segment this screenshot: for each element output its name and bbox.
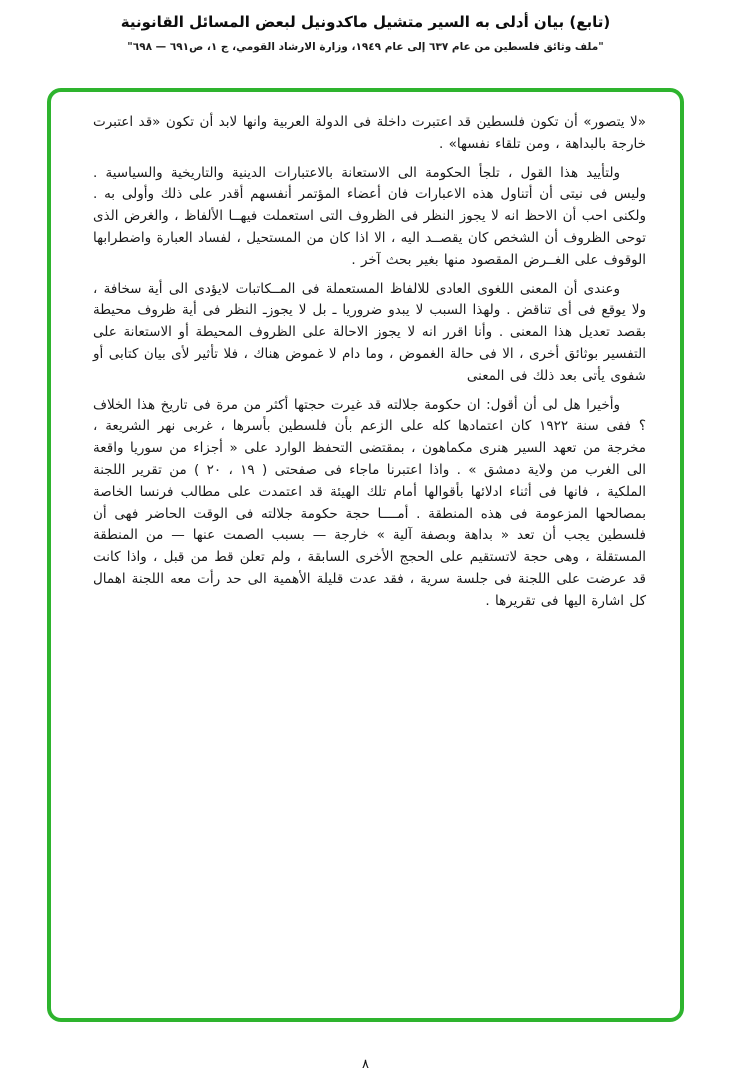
paragraph-2: ولتأييد هذا القول ، تلجأ الحكومة الى الاستعانة بالاعتبارات الدينية والتاريخية والسياسية . وليس فى نيتى أن أتناول هذه الاعبارات فان أعضاء المؤتمر أنفسهم أقدر على ذلك وأولى به . ولكنى احب أن الاحظ انه لا يجوز النظر فى الظروف التى استعملت فيهــا الألفاظ ، والغرض الذى توحى الظروف أن الشخص كان يقصــد اليه ، الا اذا كان من المستحيل ، لفساد العبارة واضطرابها الوقوف على الغــرض المقصود منها بغير بحث آخر . — [93, 164, 646, 268]
document-header — [0, 0, 731, 53]
body-text-column — [51, 92, 680, 613]
page-number: ٨ — [362, 1057, 369, 1072]
document-source-citation: "ملف وثائق فلسطين من عام ٦٣٧ إلى عام ١٩٤٩، وزارة الارشاد القومي، ج ١، ص٦٩١ — ٦٩٨" — [127, 41, 604, 53]
green-border-frame — [47, 88, 684, 1022]
paragraph-4: وأخيرا هل لى أن أقول: ان حكومة جلالته قد غيرت حجتها أكثر من مرة فى تاريخ هذا الخلاف ؟ ففى سنة ١٩٢٢ كان اعتمادها كله على الزعم بأن فلسطين بأسرها ، غربى نهر الشريعة ، مخرجة من تعهد السير هنرى مكماهون ، بمقتضى التحفظ الوارد على « أجزاء من سوريا واقعة الى الغرب من ولاية دمشق » . واذا اعتبرنا ماجاء فى صفحتى ( ١٩ ، ٢٠ ) من تقرير اللجنة الملكية ، فانها فى أثناء ادلائها بأقوالها أمام تلك الهيئة قد اعتمدت على مطالب فرنسا الخاصة بمصالحها المزعومة فى هذه المنطقة . أمــــا حجة حكومة جلالته فى الوقت الحاضر فهى أن فلسطين يجب أن تعد « بداهة وبصفة آلية » خارجة — بسبب الصمت عنها — من المنطقة المستقلة ، وهى حجة لاتستقيم على الحجج الأخرى السابقة ، ولم تعلن قط من قبل ، واذا كانت قد عرضت على اللجنة فى جلسة سرية ، فقد عدت قليلة الأهمية الى حد رأت معه اللجنة اهمال كل اشارة اليها فى تقريرها . — [93, 396, 646, 609]
paragraph-3: وعندى أن المعنى اللغوى العادى للالفاظ المستعملة فى المــكاتبات لايؤدى الى أية سخافة ، ولا يوقع فى أى تناقض . ولهذا السبب لا يبدو ضروريا ـ بل لا يجوزـ النظر فى أية ظروف محيطة بقصد تعديل هذا المعنى . وأنا اقرر انه لا يجوز الاحالة على الظروف المحيطة أو الاستعانة على التفسير بوثائق أخرى ، الا فى حالة الغموض ، وما دام لا غموض هناك ، فلا تأثير لأى بيان كتابى أو شفوى يأتى بعد ذلك فى المعنى — [93, 280, 646, 384]
paragraph-1: «لا يتصور» أن تكون فلسطين قد اعتبرت داخلة فى الدولة العربية وانها لابد أن تكون «قد اعتبرت خارجة بالبداهة ، ومن تلقاء نفسها» . — [93, 114, 646, 152]
document-title: (تابع) بيان أدلى به السير متشيل ماكدونيل لبعض المسائل القانونية — [120, 13, 611, 31]
